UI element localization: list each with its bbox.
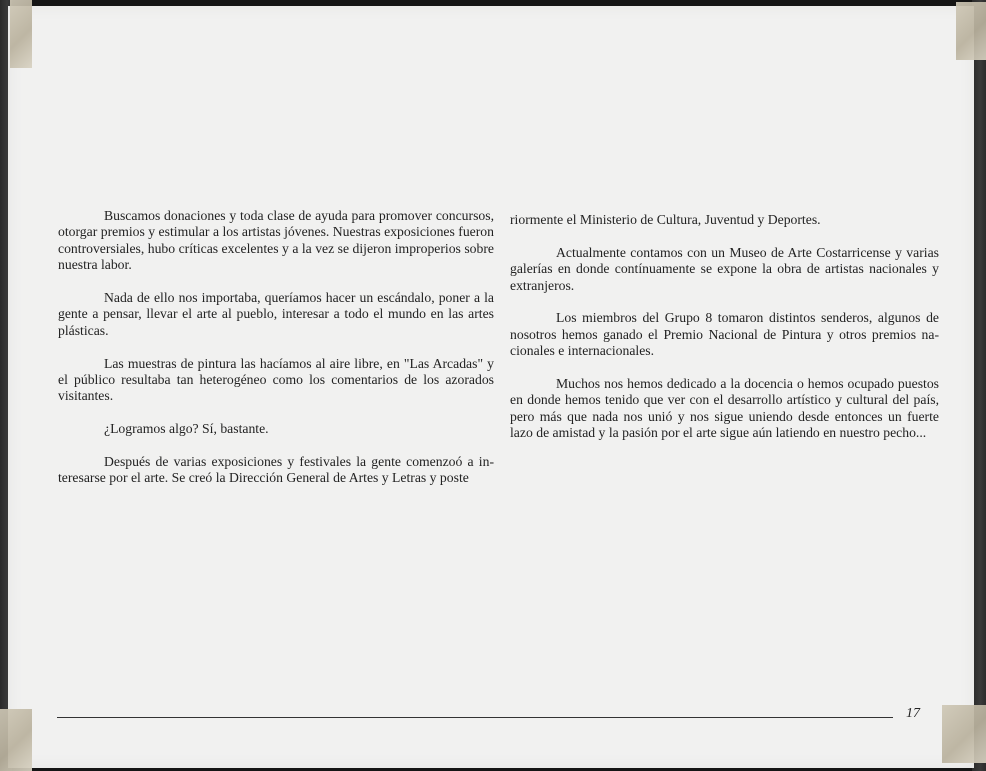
paragraph: Los miembros del Grupo 8 tomaron distintos senderos, algunos de nosotros hemos ganado el Premio Nacional de Pintura y otros premios nacionales e internacionales. xyxy=(510,310,939,359)
background-edge-right xyxy=(972,0,986,771)
tape-bottom-right xyxy=(942,705,986,763)
paragraph: Después de varias exposiciones y festivales la gente comenzoó a interesarse por el arte. Se creó la Dirección General de Artes y Letras y poste xyxy=(58,454,494,486)
paragraph-continuation: riormente el Ministerio de Cultura, Juventud y Deportes. xyxy=(510,212,821,227)
paragraph: Actualmente contamos con un Museo de Arte Costarricense y varias galerías en donde contínuamente se expone la obra de artistas nacionales y extranjeros. xyxy=(510,244,939,293)
left-text-column xyxy=(58,208,494,503)
page-number: 17 xyxy=(906,706,920,721)
tape-top-left xyxy=(10,0,32,68)
paragraph: Muchos nos hemos dedicado a la docencia o hemos ocupado puestos en donde hemos tenido que ver con el desarrollo artístico y cultural del país, pero más que nada nos unió y nos sigue uniendo desde entonces un fuerte lazo de amistad y la pasión por el arte sigue aún latiendo en nuestro pecho... xyxy=(510,376,939,441)
paragraph: Las muestras de pintura las hacíamos al aire libre, en "Las Arcadas" y el público resultaba tan heterogéneo como los comentarios de los azorados visitantes. xyxy=(58,355,494,404)
paragraph: Buscamos donaciones y toda clase de ayuda para promover concursos, otorgar premios y estimular a los artistas jóvenes. Nuestras exposiciones fueron controversiales, hubo críticas excelentes y a la vez se dijeron improperios sobre nuestra labor. xyxy=(58,208,494,273)
footer-rule xyxy=(57,717,893,718)
paper-sheet xyxy=(8,6,974,768)
right-text-column xyxy=(510,212,939,458)
tape-top-right xyxy=(956,2,986,60)
paragraph: Nada de ello nos importaba, queríamos hacer un escándalo, poner a la gente a pensar, llevar el arte al pueblo, interesar a todo el mundo en las artes plásticas. xyxy=(58,290,494,338)
tape-bottom-left xyxy=(0,709,32,771)
paragraph: ¿Logramos algo? Sí, bastante. xyxy=(104,421,269,437)
